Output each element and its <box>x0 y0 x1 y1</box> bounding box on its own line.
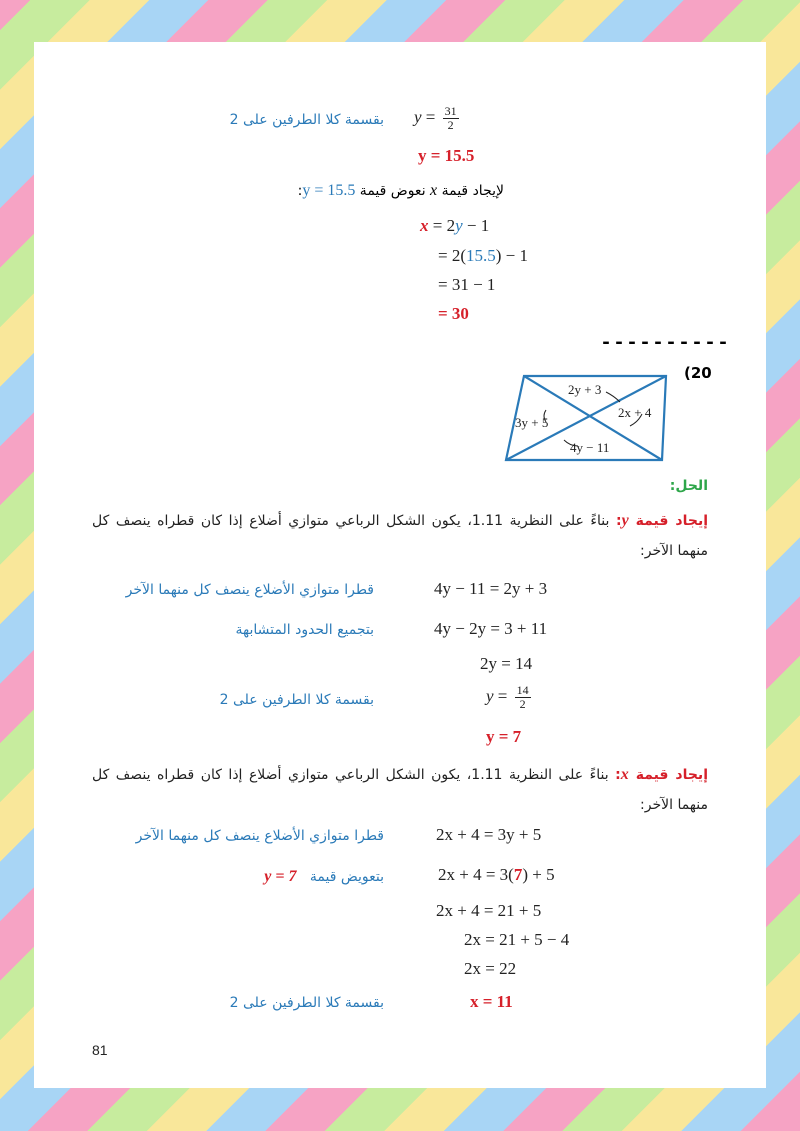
parallelogram-figure <box>502 368 682 464</box>
step-note: بقسمة كلا الطرفين على 2 <box>229 995 384 1011</box>
equation-row: 2x + 4 = 3y + 5 <box>436 825 542 844</box>
label-left: 3y + 5 <box>515 415 549 430</box>
equation-row: 4y − 11 = 2y + 3 <box>434 579 548 598</box>
label-bottom: 4y − 11 <box>570 440 610 455</box>
equation-row: 2x + 4 = 21 + 5 <box>436 901 542 920</box>
equation-step: = 31 − 1 <box>438 275 496 294</box>
result-y: y = 15.5 <box>418 146 475 165</box>
step-note: قطرا متوازي الأضلاع ينصف كل منهما الآخر <box>125 582 374 598</box>
equation-row: 2x = 22 <box>464 959 517 978</box>
label-right: 2x + 4 <box>618 405 652 420</box>
divider: ---------- <box>600 332 731 355</box>
equation-row: 4y − 2y = 3 + 11 <box>434 619 548 638</box>
step-note: بقسمة كلا الطرفين على 2 <box>219 692 374 708</box>
result-x: x = 11 <box>470 992 513 1011</box>
fraction: $\frac{14}{2}$ <box>516 683 529 711</box>
step-note: بتجميع الحدود المتشابهة <box>235 622 374 638</box>
equation-x: x = 2y − 1 <box>420 216 490 235</box>
equation-step: = 2(15.5) − 1 <box>438 246 528 265</box>
step-note: بقسمة كلا الطرفين على 2 <box>229 112 384 128</box>
step-note: بتعويض قيمة y = 7 <box>264 868 384 885</box>
page <box>34 42 766 1088</box>
find-x-paragraph: إيجاد قيمة x: بناءً على النظرية 1.11، يكون الشكل الرباعي متوازي أضلاع إذا كان قطراه ينصف كل منهما الآخر: <box>92 766 708 813</box>
page-number: 81 <box>92 1042 108 1058</box>
equation-row: 2x + 4 = 3(7) + 5 <box>438 865 555 884</box>
solution-label: الحل: <box>669 478 708 494</box>
equation-row: 2y = 14 <box>480 654 533 673</box>
result-x: = 30 <box>438 304 469 323</box>
result-y: y = 7 <box>486 727 522 746</box>
equation-row: y = $\frac{14}{2}$ <box>486 683 529 711</box>
label-top: 2y + 3 <box>568 382 602 397</box>
arrow-icon <box>606 392 620 402</box>
problem-number: (20 <box>684 364 712 382</box>
find-x-instruction: لإيجاد قيمة x نعوض قيمة y = 15.5: <box>297 182 504 199</box>
equation-row: y = $\frac{31}{2}$ <box>414 104 457 132</box>
equation-row: 2x = 21 + 5 − 4 <box>464 930 570 949</box>
step-note: قطرا متوازي الأضلاع ينصف كل منهما الآخر <box>135 828 384 844</box>
fraction: $\frac{31}{2}$ <box>444 104 457 132</box>
find-y-paragraph: إيجاد قيمة y: بناءً على النظرية 1.11، يكون الشكل الرباعي متوازي أضلاع إذا كان قطراه ينصف كل منهما الآخر: <box>92 512 709 559</box>
